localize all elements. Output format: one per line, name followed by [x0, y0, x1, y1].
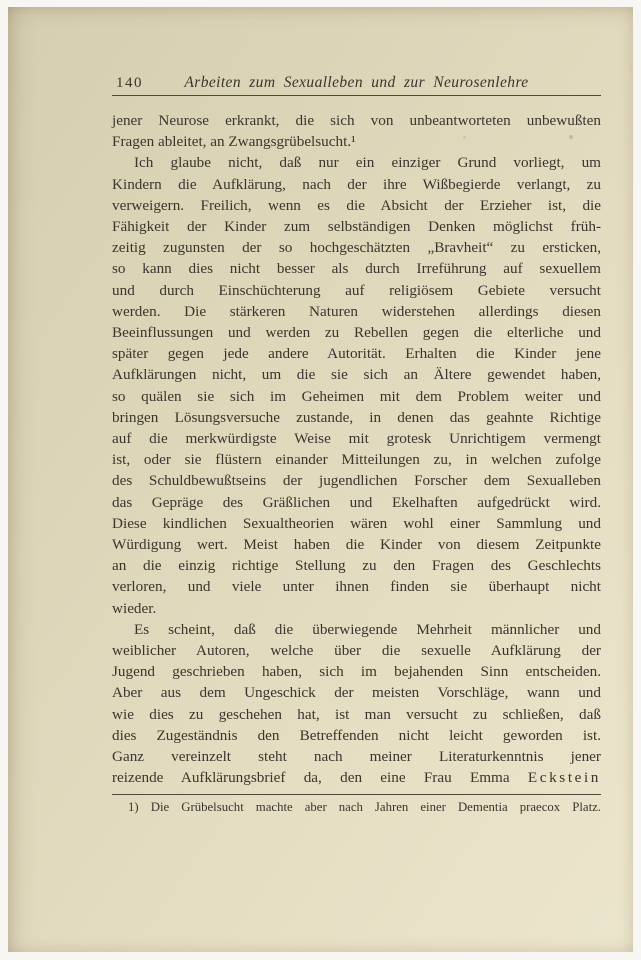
page-number: 140	[116, 75, 143, 91]
paragraph	[112, 152, 601, 618]
body-text	[112, 110, 601, 789]
text-line: dies Zugeständnis den Betreffenden nicht leicht geworden ist.	[112, 726, 601, 744]
text-line: werden. Die stärkeren Naturen widerstehen allerdings diesen	[112, 302, 601, 320]
text-line: Jugend geschrieben haben, sich im bejahenden Sinn entscheiden.	[112, 663, 601, 681]
text-line: auf die merkwürdigste Weise mit grotesk Unrichtigem vermengt	[112, 430, 601, 448]
paragraph	[112, 619, 601, 789]
running-header-row	[112, 74, 601, 96]
book-page-scan	[8, 7, 633, 952]
text-line: das Gepräge des Gräßlichen und Ekelhaften aufgedrückt wird.	[112, 493, 601, 511]
text-line: jener Neurose erkrankt, die sich von unbeantworteten unbewußten	[112, 112, 601, 129]
line-text: reizende Aufklärungsbrief da, den eine Frau Emma	[112, 769, 510, 787]
text-line: des Schuldbewußtseins der jugendlichen Forscher dem Sexualleben	[112, 472, 601, 490]
text-line: und durch Einschüchterung auf religiösem Gebiete versucht	[112, 281, 601, 299]
text-line: verloren, und viele unter ihnen finden sie überhaupt nicht	[112, 578, 601, 596]
footnote-marker: 1)	[128, 799, 139, 814]
text-column	[112, 7, 601, 816]
text-line: Kindern die Aufklärung, nach der ihre Wißbegierde verlangt, zu	[112, 175, 601, 193]
text-line: Aber aus dem Ungeschick der meisten Vorschläge, wann und	[112, 684, 601, 702]
text-line: Diese kindlichen Sexualtheorien wären wohl einer Sammlung und	[112, 514, 601, 532]
text-line: bringen Lösungsversuche zustande, in denen das geahnte Richtige	[112, 408, 601, 426]
running-header-title: Arbeiten zum Sexualleben und zur Neurosenlehre	[184, 74, 529, 91]
text-line: so quälen sie sich im Geheimen mit dem Problem weiter und	[112, 387, 601, 405]
text-line: zeitig zugunsten der so hochgeschätzten „Bravheit“ zu ersticken,	[112, 239, 601, 257]
text-line: weiblicher Autoren, welche über die sexuelle Aufklärung der	[112, 642, 601, 660]
text-line: Ich glaube nicht, daß nur ein einziger Grund vorliegt, um	[134, 154, 601, 172]
person-name-eckstein: Eckstein	[527, 769, 601, 787]
text-line: Fähigkeit der Kinder zum selbständigen Denken möglichst früh-	[112, 218, 601, 236]
text-line: Beeinflussungen und werden zu Rebellen gegen die elterliche und	[112, 324, 601, 342]
text-line: Würdigung wert. Meist haben die Kinder von diesem Zeitpunkte	[112, 536, 601, 554]
text-line: Fragen ableitet, an Zwangsgrübelsucht.¹	[112, 133, 356, 151]
text-line: verweigern. Freilich, wenn es die Absicht der Erzieher ist, die	[112, 196, 601, 214]
text-line	[112, 767, 601, 788]
text-line: an die einzig richtige Stellung zu den Fragen des Geschlechts	[112, 557, 601, 575]
text-line: später gegen jede andere Autorität. Erhalten die Kinder jene	[112, 345, 601, 363]
footnote	[112, 795, 601, 816]
text-line: Es scheint, daß die überwiegende Mehrheit männlicher und	[134, 620, 601, 638]
paragraph	[112, 110, 601, 152]
footnote-text: Die Grübelsucht machte aber nach Jahren einer Dementia praecox Platz.	[150, 799, 601, 814]
text-line: ist, oder sie flüstern einander Mitteilungen zu, in welchen zufolge	[112, 451, 601, 469]
text-line: Ganz vereinzelt steht nach meiner Literaturkenntnis jener	[112, 748, 601, 766]
text-line: wie dies zu geschehen hat, ist man versucht zu schließen, daß	[112, 705, 601, 723]
text-line: Aufklärungen nicht, um die sie sich an Ältere gewendet haben,	[112, 366, 601, 384]
text-line: so kann dies nicht besser als durch Irreführung auf sexuellem	[112, 260, 601, 278]
text-line: wieder.	[112, 599, 157, 617]
